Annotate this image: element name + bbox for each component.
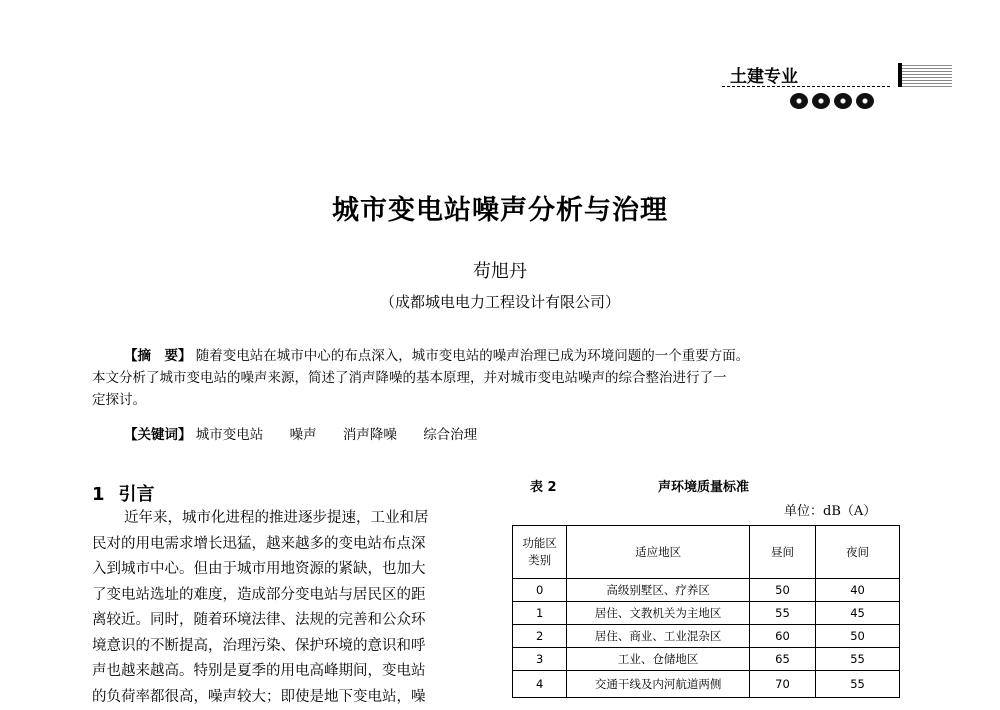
cell: 交通干线及内河航道两侧 [567,671,750,698]
abstract-line: 【摘 要】 随着变电站在城市中心的布点深入，城市变电站的噪声治理已成为环境问题的一个重要方面。 [92,345,904,367]
section-body [92,506,492,710]
abstract-line: 定探讨。 [92,389,904,411]
section-number: 1 [92,484,105,505]
cell: 70 [749,671,815,698]
body-line: 离较近。同时，随着环境法律、法规的完善和公众环 [92,608,492,634]
cell: 50 [749,579,815,602]
paper-affiliation: （成都城电电力工程设计有限公司） [0,291,1000,312]
cell: 65 [749,648,815,671]
body-line: 境意识的不断提高，治理污染、保护环境的意识和呼 [92,634,492,660]
noise-standard-table [512,525,900,698]
cell: 高级别墅区、疗养区 [567,579,750,602]
cell: 4 [513,671,567,698]
cell: 60 [749,625,815,648]
abstract [92,345,904,411]
header-decoration [898,63,952,87]
table-title: 声环境质量标准 [658,476,749,495]
ornament-dot [812,93,830,109]
section-heading [92,480,155,506]
abstract-label: 【摘 要】 [124,348,192,364]
body-line: 的负荷率都很高，噪声较大；即使是地下变电站，噪 [92,685,492,710]
cell: 45 [816,602,900,625]
body-line: 民对的用电需求增长迅猛，越来越多的变电站布点深 [92,532,492,558]
table-header-row [513,526,900,579]
ornament-dot [856,93,874,109]
cell: 居住、商业、工业混杂区 [567,625,750,648]
section-title: 引言 [119,484,155,505]
table-number: 表 2 [530,476,557,495]
cell: 50 [816,625,900,648]
paper-title: 城市变电站噪声分析与治理 [0,188,1000,227]
journal-section-label: 土建专业 [730,62,798,87]
cell: 0 [513,579,567,602]
table-row [513,648,900,671]
paper-author: 苟旭丹 [0,257,1000,283]
cell: 40 [816,579,900,602]
table-row [513,671,900,698]
keyword: 城市变电站 [196,427,264,443]
keywords-label: 【关键词】 [124,427,192,443]
table-row [513,579,900,602]
abstract-line: 本文分析了城市变电站的噪声来源，简述了消声降噪的基本原理，并对城市变电站噪声的综合整治进行了一 [92,367,904,389]
cell: 2 [513,625,567,648]
body-line: 近年来，城市化进程的推进逐步提速，工业和居 [92,506,492,532]
keyword: 噪声 [290,427,317,443]
ornament-dot [790,93,808,109]
cell: 居住、文教机关为主地区 [567,602,750,625]
header-ornament-dots [790,93,874,109]
cell: 55 [749,602,815,625]
keyword: 综合治理 [423,427,477,443]
header-cell: 功能区 类别 [513,526,567,579]
body-line: 入到城市中心。但由于城市用地资源的紧缺，也加大 [92,557,492,583]
header-cell: 昼间 [749,526,815,579]
ornament-dot [834,93,852,109]
cell: 3 [513,648,567,671]
cell: 1 [513,602,567,625]
body-line: 声也越来越高。特别是夏季的用电高峰期间，变电站 [92,659,492,685]
keywords [124,423,499,443]
header-cell: 适应地区 [567,526,750,579]
cell: 工业、仓储地区 [567,648,750,671]
table-row [513,625,900,648]
table-unit: 单位：dB（A） [784,500,876,519]
header-cell: 夜间 [816,526,900,579]
keyword: 消声降噪 [343,427,397,443]
cell: 55 [816,671,900,698]
table-row [513,602,900,625]
cell: 55 [816,648,900,671]
body-line: 了变电站选址的难度，造成部分变电站与居民区的距 [92,583,492,609]
header-divider [722,86,890,87]
